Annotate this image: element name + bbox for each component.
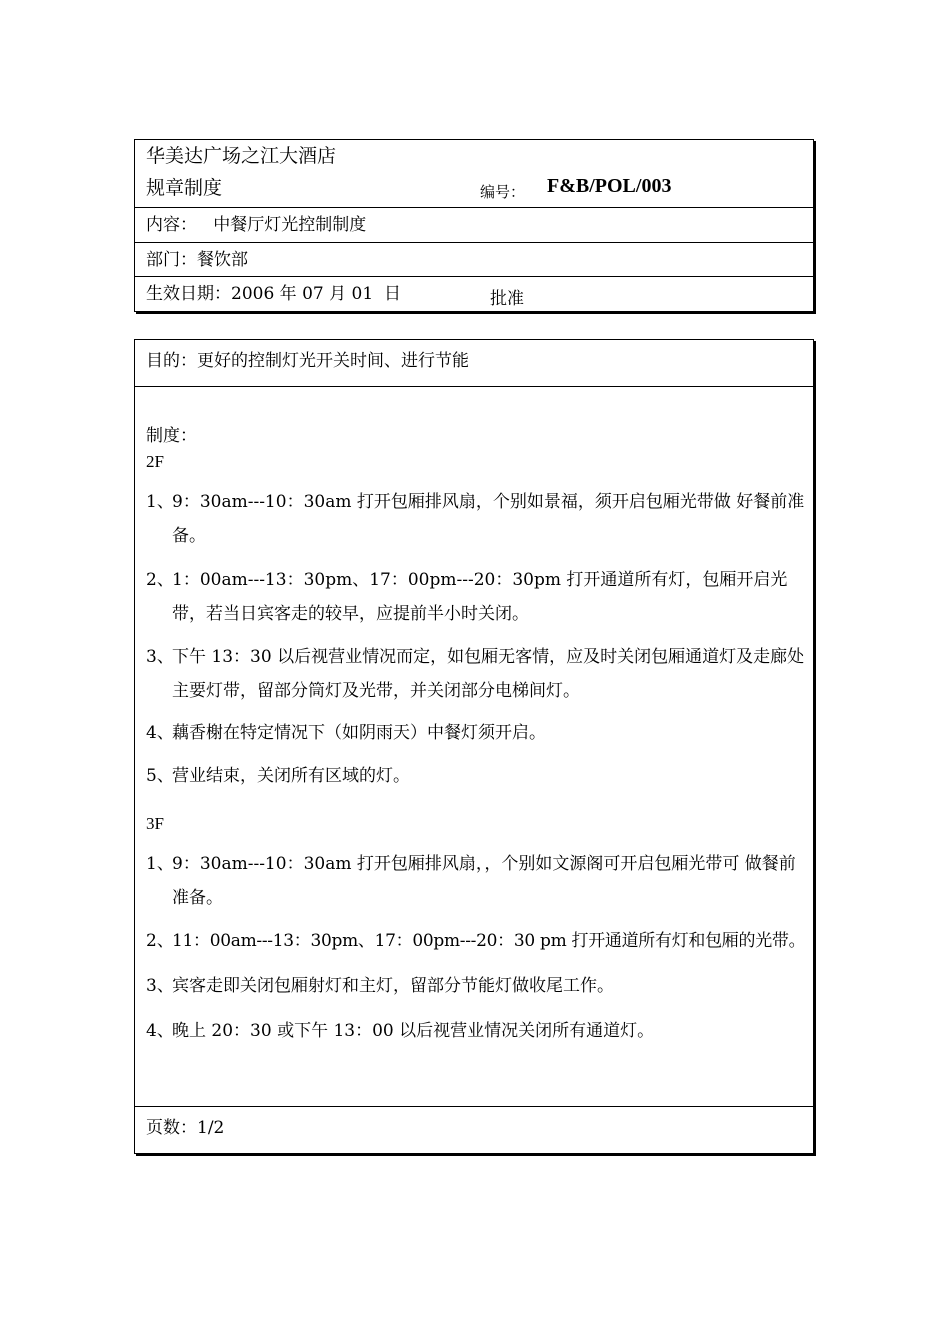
purpose-row [135, 340, 813, 387]
doc-type: 规章制度 [146, 177, 223, 199]
document-header-table [134, 139, 814, 312]
floor3-item-3: 3、 宾客走即关闭包厢射灯和主灯，留部分节能灯做收尾工作。 [146, 976, 614, 996]
page-number: 页数：1/2 [146, 1118, 225, 1138]
floor3-title: 3F [146, 814, 164, 833]
floor2-item-1: 1、 9：30am---10：30am 打开包厢排风扇，个别如景福，须开启包厢光带做 好餐前准备。 [146, 492, 805, 546]
code-label: 编号： [480, 183, 526, 201]
floor2-item-3: 3、 下午 13：30 以后视营业情况而定，如包厢无客情，应及时关闭包厢通道灯及走廊处主要灯带，留部分筒灯及光带，并关闭部分电梯间灯。 [146, 647, 805, 701]
floor3-item-2: 2、 11：00am---13：30pm、17：00pm---20：30 pm 打开通道所有灯和包厢的光带。 [146, 931, 806, 951]
floor3-item-4: 4、 晚上 20：30 或下午 13：00 以后视营业情况关闭所有通道灯。 [146, 1021, 655, 1041]
rules-row [135, 387, 813, 1107]
page-number-row [135, 1107, 813, 1153]
rules-title: 制度： [146, 426, 197, 446]
approval-label: 批准 [490, 289, 524, 309]
department-text: 部门：餐饮部 [146, 250, 248, 270]
floor2-item-5: 5、 营业结束，关闭所有区域的灯。 [146, 766, 410, 786]
content-row [135, 208, 813, 243]
hotel-name: 华美达广场之江大酒店 [146, 145, 337, 167]
purpose-text: 目的：更好的控制灯光开关时间、进行节能 [146, 351, 469, 371]
floor2-title: 2F [146, 452, 164, 471]
document-body-table [134, 339, 814, 1154]
effective-date: 生效日期：2006 年 07 月 01 日 [146, 284, 401, 304]
content-text: 内容： 中餐厅灯光控制制度 [146, 215, 367, 235]
department-row [135, 243, 813, 277]
floor3-item-1: 1、 9：30am---10：30am 打开包厢排风扇，，个别如文源阁可开启包厢光带可 做餐前准备。 [146, 854, 796, 908]
date-row [135, 277, 813, 311]
title-row [135, 140, 813, 208]
code-value: F&B/POL/003 [547, 175, 672, 197]
floor2-item-4: 4、 藕香榭在特定情况下（如阴雨天）中餐灯须开启。 [146, 723, 546, 743]
floor2-item-2: 2、 1：00am---13：30pm、17：00pm---20：30pm 打开通道所有灯，包厢开启光带，若当日宾客走的较早，应提前半小时关闭。 [146, 570, 788, 624]
